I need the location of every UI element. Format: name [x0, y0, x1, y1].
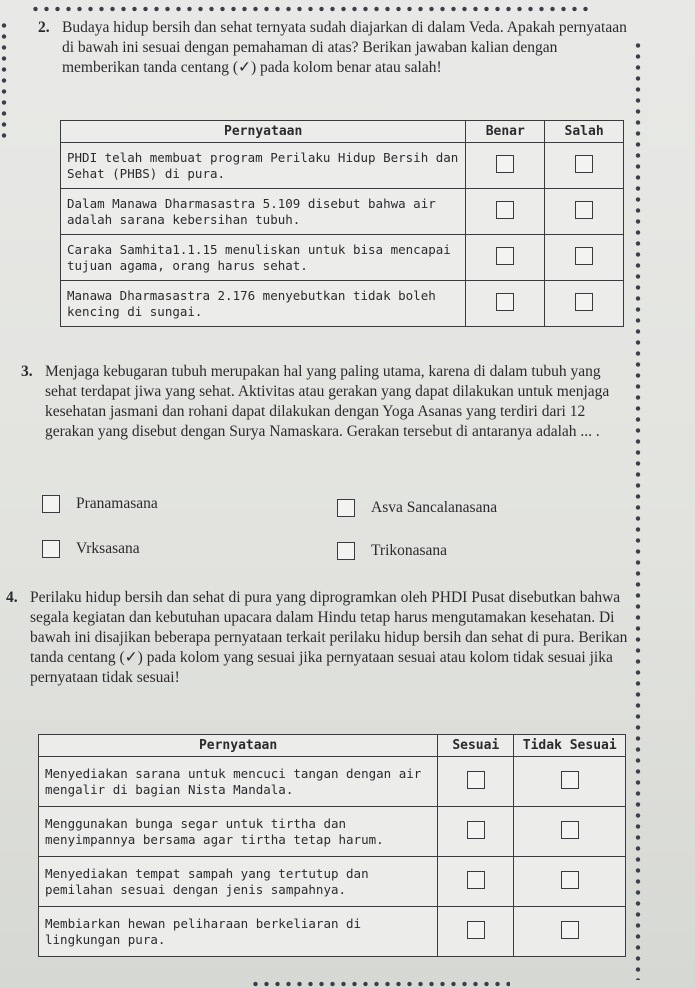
- sesuai-checkbox[interactable]: [467, 921, 485, 939]
- salah-checkbox[interactable]: [575, 247, 593, 265]
- column-header: Benar: [466, 121, 545, 143]
- option-checkbox[interactable]: [42, 495, 60, 513]
- option-checkbox[interactable]: [337, 542, 355, 560]
- question-number: 4.: [6, 589, 18, 606]
- sesuai-checkbox[interactable]: [467, 871, 485, 889]
- salah-checkbox[interactable]: [575, 293, 593, 311]
- column-header: Tidak Sesuai: [514, 735, 626, 757]
- statement-cell: Dalam Manawa Dharmasastra 5.109 disebut bahwa air adalah sarana kebersihan tubuh.: [61, 189, 466, 235]
- dotted-border-right: [633, 40, 643, 980]
- table-row: [61, 189, 624, 235]
- benar-checkbox[interactable]: [496, 293, 514, 311]
- statement-cell: Menyediakan tempat sampah yang tertutup dan pemilahan sesuai dengan jenis sampahnya.: [39, 857, 438, 907]
- statement-cell: PHDI telah membuat program Perilaku Hidup Bersih dan Sehat (PHBS) di pura.: [61, 143, 466, 189]
- option-checkbox[interactable]: [42, 540, 60, 558]
- tidak-sesuai-checkbox[interactable]: [561, 771, 579, 789]
- statement-cell: Caraka Samhita1.1.15 menuliskan untuk bisa mencapai tujuan agama, orang harus sehat.: [61, 235, 466, 281]
- question-text: Budaya hidup bersih dan sehat ternyata sudah diajarkan di dalam Veda. Apakah pernyataan di bawah ini sesuai dengan pemahaman di atas? Berikan jawaban kalian dengan memberikan tanda centang (✓) pada kolom benar atau salah!: [62, 19, 627, 76]
- table-header-row: [61, 121, 624, 143]
- tidak-sesuai-checkbox[interactable]: [561, 821, 579, 839]
- table-row: [39, 757, 626, 807]
- sesuai-checkbox[interactable]: [467, 821, 485, 839]
- dotted-border-left: [0, 20, 8, 140]
- salah-checkbox[interactable]: [575, 201, 593, 219]
- option-pranamasana[interactable]: [42, 494, 158, 514]
- option-vrksasana[interactable]: [42, 539, 140, 559]
- statement-cell: Membiarkan hewan peliharaan berkeliaran di lingkungan pura.: [39, 907, 438, 957]
- salah-checkbox[interactable]: [575, 155, 593, 173]
- statement-cell: Manawa Dharmasastra 2.176 menyebutkan tidak boleh kencing di sungai.: [61, 281, 466, 327]
- dotted-border-top: [30, 4, 590, 14]
- option-label: Pranamasana: [76, 495, 158, 512]
- column-header: Pernyataan: [39, 735, 438, 757]
- question-2: [38, 18, 634, 78]
- option-asva-sancalanasana[interactable]: [337, 498, 497, 518]
- column-header: Pernyataan: [61, 121, 466, 143]
- option-label: Trikonasana: [371, 542, 448, 559]
- dotted-border-bottom: [250, 980, 510, 988]
- q4-table: [38, 734, 626, 957]
- question-number: 2.: [38, 19, 50, 36]
- q2-table: [60, 120, 624, 327]
- table-row: [39, 907, 626, 957]
- column-header: Salah: [545, 121, 624, 143]
- option-label: Vrksasana: [76, 540, 140, 557]
- table-header-row: [39, 735, 626, 757]
- question-number: 3.: [21, 363, 33, 380]
- statement-cell: Menggunakan bunga segar untuk tirtha dan menyimpannya bersama agar tirtha tetap harum.: [39, 807, 438, 857]
- option-label: Asva Sancalanasana: [371, 499, 498, 516]
- benar-checkbox[interactable]: [496, 247, 514, 265]
- question-text: Menjaga kebugaran tubuh merupakan hal yang paling utama, karena di dalam tubuh yang sehat terdapat jiwa yang sehat. Aktivitas atau gerakan yang dapat dilakukan untuk menjaga kesehatan jasmani dan rohani dapat dilakukan dengan Yoga Asanas yang terdiri dari 12 gerakan yang disebut dengan Surya Namaskara. Gerakan tersebut di antaranya adalah ... .: [45, 363, 610, 440]
- benar-checkbox[interactable]: [496, 155, 514, 173]
- option-checkbox[interactable]: [337, 499, 355, 517]
- question-4: [6, 588, 628, 688]
- statement-cell: Menyediakan sarana untuk mencuci tangan dengan air mengalir di bagian Nista Mandala.: [39, 757, 438, 807]
- option-trikonasana[interactable]: [337, 541, 447, 561]
- table-row: [39, 807, 626, 857]
- benar-checkbox[interactable]: [496, 201, 514, 219]
- column-header: Sesuai: [438, 735, 514, 757]
- question-text: Perilaku hidup bersih dan sehat di pura yang diprogramkan oleh PHDI Pusat disebutkan bahwa segala kegiatan dan kebutuhan upacara dalam Hindu tetap harus mengutamakan kesehatan. Di bawah ini disajikan beberapa pernyataan terkait perilaku hidup bersih dan sehat di pura. Berikan tanda centang (✓) pada kolom yang sesuai jika pernyataan sesuai atau kolom tidak sesuai jika pernyataan tidak sesuai!: [30, 589, 628, 686]
- tidak-sesuai-checkbox[interactable]: [561, 921, 579, 939]
- sesuai-checkbox[interactable]: [467, 771, 485, 789]
- question-3: [21, 362, 629, 442]
- table-row: [61, 281, 624, 327]
- table-row: [61, 143, 624, 189]
- table-row: [61, 235, 624, 281]
- table-row: [39, 857, 626, 907]
- tidak-sesuai-checkbox[interactable]: [561, 871, 579, 889]
